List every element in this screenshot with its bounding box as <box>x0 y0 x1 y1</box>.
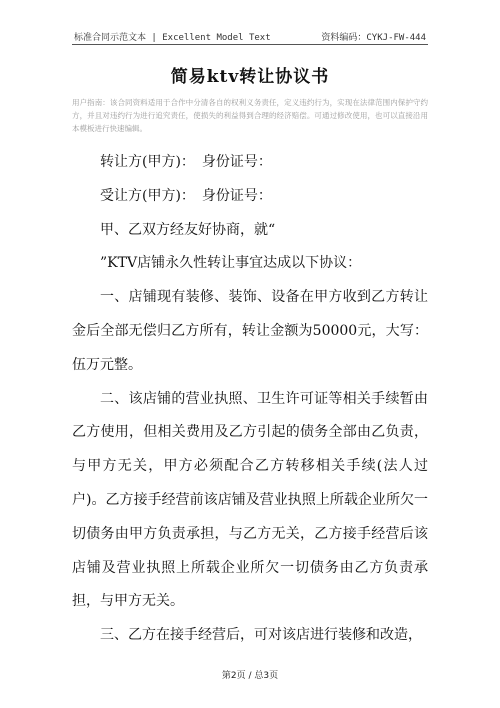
user-guide-text: 用户指南：该合同资料适用于合作中分清各自的权利义务责任，定义违约行为，实现在法律范围内保护守约方，并且对违约行为进行追究责任，使损失的利益得到合理的经济赔偿。可通过修改使用，也可以直接沿用本模板进行快速编辑。 <box>72 98 428 133</box>
paragraph-negotiation: 甲、乙双方经友好协商，就“ <box>100 221 276 238</box>
page-number: 第2页 / 总3页 <box>221 671 279 681</box>
paragraph-clause-2: 二、该店铺的营业执照、卫生许可证等相关手续暂由乙方使用，但相关费用及乙方引起的债务全部由乙负责，与甲方无关，甲方必须配合乙方转移相关手续(法人过户)。乙方接手经营前该店铺及营业执照上所载企业所欠一切债务由甲方负责承担，与乙方无关，乙方接手经营后该店铺及营业执照上所载企业所欠一切债务由乙方负责承担，与甲方无关。 <box>72 390 428 610</box>
paragraph-transferor: 转让方(甲方)： 身份证号： <box>100 154 272 170</box>
paragraph-transferee: 受让方(甲方)： 身份证号： <box>100 187 272 204</box>
page-header <box>72 22 428 45</box>
header-left-text: 标准合同示范文本 | Excellent Model Text <box>74 33 271 43</box>
document-body <box>72 146 428 653</box>
paragraph-clause-1: 一、店铺现有装修、装饰、设备在甲方收到乙方转让金后全部无偿归乙方所有，转让金额为50000元，大写：伍万元整。 <box>72 289 428 373</box>
paragraph-agreement-intro: ”KTV店铺永久性转让事宜达成以下协议： <box>100 255 362 272</box>
header-document-code: 资料编码：CYKJ-FW-444 <box>321 33 426 43</box>
document-title: 简易ktv转让协议书 <box>170 67 330 87</box>
paragraph-clause-3: 三、乙方在接手经营后，可对该店进行装修和改造， <box>100 627 422 644</box>
